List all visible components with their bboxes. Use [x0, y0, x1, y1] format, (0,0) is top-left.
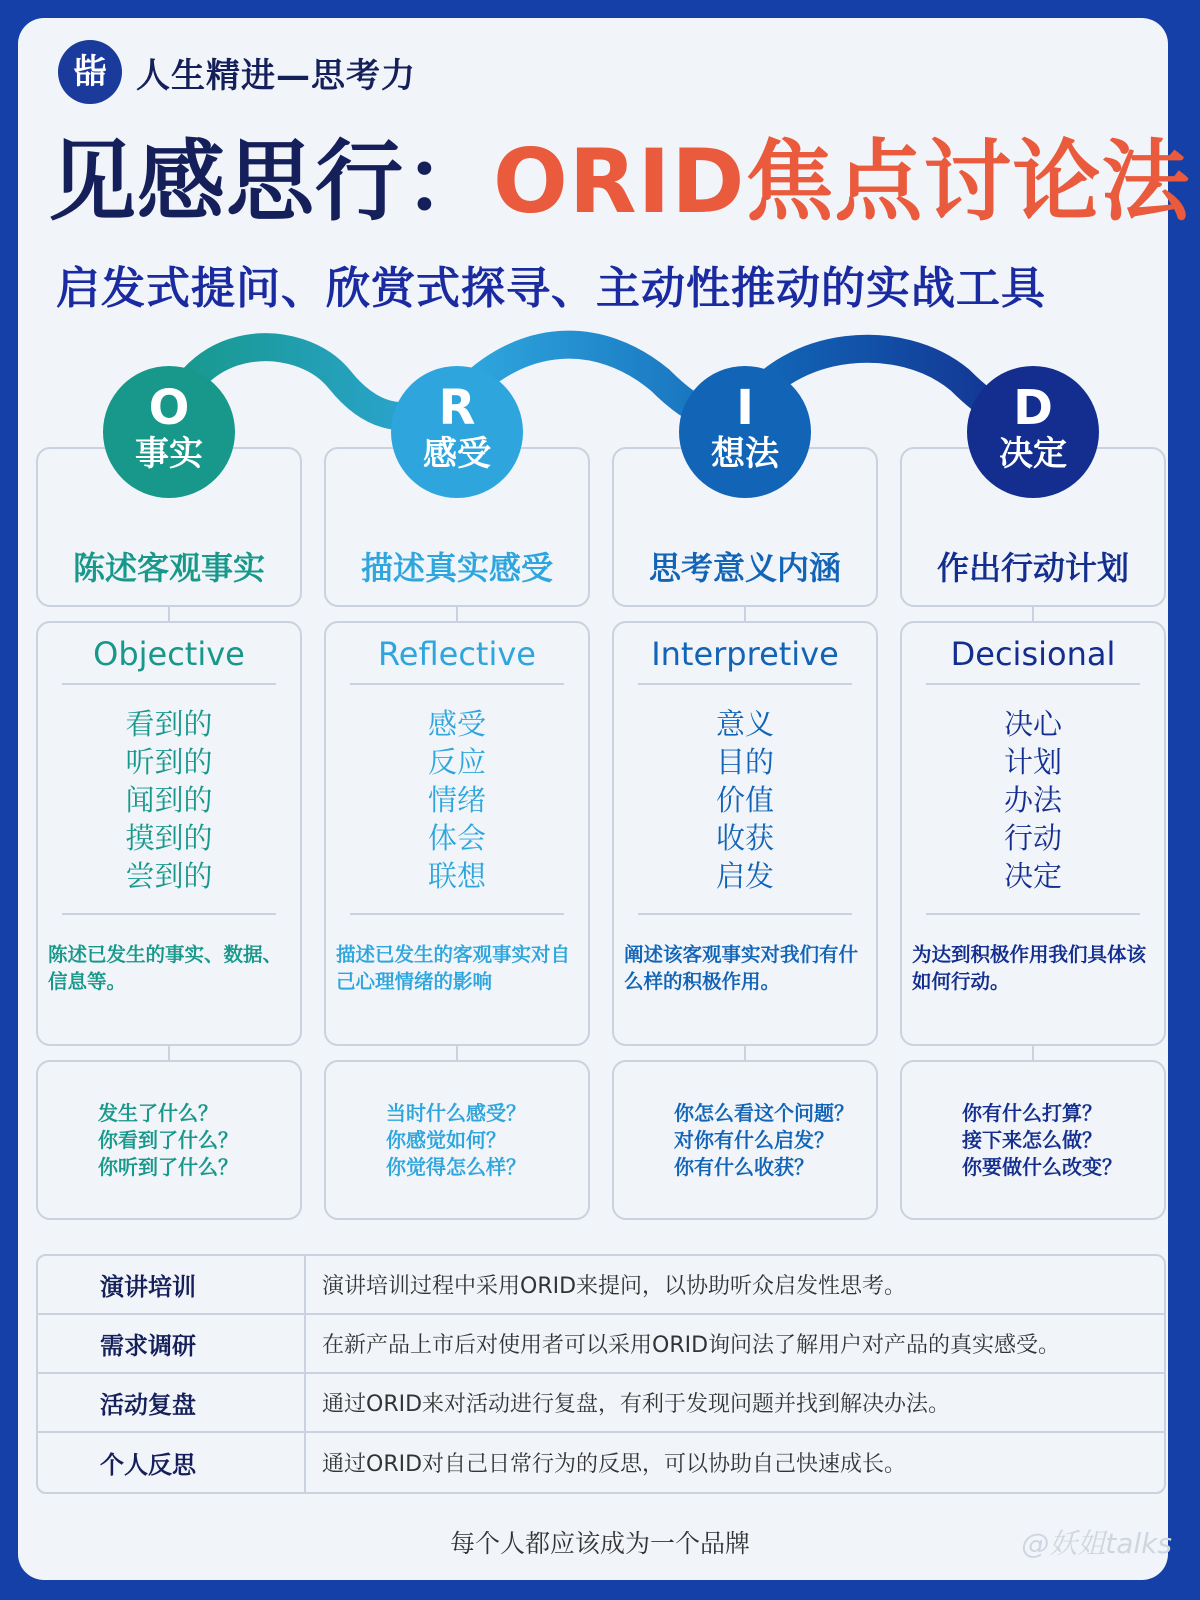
footer-slogan: 每个人都应该成为一个品牌 [449, 1529, 750, 1558]
application-table [36, 1254, 1166, 1494]
column-description: 描述已发生的客观事实对自己心理情绪的影响 [336, 943, 571, 993]
orid-cn-label: 想法 [711, 434, 779, 474]
connector-line [168, 607, 170, 621]
column-description: 为达到积极作用我们具体该如何行动。 [912, 943, 1147, 993]
question-box [36, 1060, 302, 1220]
orid-cn-label: 事实 [135, 434, 203, 474]
orid-cn-label: 决定 [999, 434, 1067, 474]
app-description: 通过ORID来对活动进行复盘，有利于发现问题并找到解决办法。 [322, 1392, 951, 1417]
keyword-list [326, 705, 588, 895]
question-box [900, 1060, 1166, 1220]
connector-line [1032, 1046, 1034, 1060]
orid-circle-o [103, 366, 235, 498]
list-item: 感受 [427, 707, 486, 741]
list-item: 你看到了什么？ [98, 1128, 238, 1152]
orid-column-r [324, 0, 590, 1230]
question-list [962, 1100, 1154, 1181]
orid-letter: R [438, 380, 476, 436]
orid-circle-i [679, 366, 811, 498]
app-description: 演讲培训过程中采用ORID来提问，以协助听众启发性思考。 [322, 1274, 907, 1299]
list-item: 听到的 [125, 745, 213, 779]
list-item: 摸到的 [125, 821, 213, 855]
english-term: Reflective [350, 635, 564, 685]
list-item: 启发 [715, 859, 774, 893]
app-description: 在新产品上市后对使用者可以采用ORID询问法了解用户对产品的真实感受。 [322, 1333, 1061, 1358]
table-row [38, 1433, 1164, 1492]
detail-box [36, 621, 302, 1046]
list-item: 发生了什么？ [98, 1101, 218, 1125]
column-tagline: 描述真实感受 [360, 549, 553, 587]
question-list [674, 1100, 866, 1181]
orid-letter: O [148, 380, 190, 436]
english-term: Interpretive [638, 635, 852, 685]
keyword-list [38, 705, 300, 895]
list-item: 看到的 [125, 707, 213, 741]
list-item: 当时什么感受？ [386, 1101, 526, 1125]
connector-line [744, 607, 746, 621]
list-item: 你怎么看这个问题？ [674, 1101, 854, 1125]
keyword-list [614, 705, 876, 895]
app-label: 需求调研 [38, 1315, 306, 1372]
orid-circle-d [967, 366, 1099, 498]
list-item: 办法 [1003, 783, 1062, 817]
brand-name: 人生精进—思考力 [136, 55, 416, 96]
list-item: 意义 [715, 707, 774, 741]
title-part2: ORID焦点讨论法 [493, 130, 1191, 233]
detail-box [900, 621, 1166, 1046]
orid-circle-r [391, 366, 523, 498]
connector-line [744, 1046, 746, 1060]
app-label: 个人反思 [38, 1433, 306, 1492]
list-item: 你听到了什么？ [98, 1155, 238, 1179]
list-item: 收获 [715, 821, 774, 855]
list-item: 体会 [427, 821, 486, 855]
list-item: 计划 [1003, 745, 1062, 779]
list-item: 你有什么打算？ [962, 1101, 1102, 1125]
detail-box [324, 621, 590, 1046]
list-item: 价值 [715, 783, 774, 817]
list-item: 行动 [1003, 821, 1062, 855]
list-item: 闻到的 [125, 783, 213, 817]
list-item: 联想 [427, 859, 486, 893]
list-item: 你要做什么改变？ [962, 1155, 1122, 1179]
app-label: 活动复盘 [38, 1374, 306, 1431]
question-list [98, 1100, 290, 1181]
keyword-list [902, 705, 1164, 895]
divider [62, 913, 276, 915]
app-label: 演讲培训 [38, 1256, 306, 1313]
question-box [324, 1060, 590, 1220]
list-item: 你有什么收获？ [674, 1155, 814, 1179]
connector-line [1032, 607, 1034, 621]
list-item: 对你有什么启发？ [674, 1128, 834, 1152]
table-row [38, 1256, 1164, 1315]
list-item: 反应 [427, 745, 486, 779]
brand-logo: 啙 [58, 40, 122, 104]
connector-line [168, 1046, 170, 1060]
orid-letter: D [1013, 380, 1053, 436]
english-term: Objective [62, 635, 276, 685]
watermark: @妖姐talks [1021, 1527, 1172, 1560]
list-item: 接下来怎么做？ [962, 1128, 1102, 1152]
table-row [38, 1315, 1164, 1374]
divider [926, 913, 1140, 915]
orid-cn-label: 感受 [423, 434, 491, 474]
column-description: 阐述该客观事实对我们有什么样的积极作用。 [624, 943, 859, 993]
page-subtitle: 启发式提问、欣赏式探寻、主动性推动的实战工具 [56, 263, 1046, 314]
question-list [386, 1100, 578, 1181]
divider [638, 913, 852, 915]
orid-column-o [36, 0, 302, 1230]
question-box [612, 1060, 878, 1220]
connector-line [456, 607, 458, 621]
table-row [38, 1374, 1164, 1433]
orid-column-i [612, 0, 878, 1230]
column-tagline: 作出行动计划 [936, 549, 1129, 587]
orid-letter: I [736, 380, 754, 436]
title-part1: 见感思行： [48, 130, 494, 233]
list-item: 你觉得怎么样？ [386, 1155, 526, 1179]
connector-line [456, 1046, 458, 1060]
list-item: 目的 [715, 745, 774, 779]
detail-box [612, 621, 878, 1046]
column-tagline: 陈述客观事实 [72, 549, 265, 587]
column-description: 陈述已发生的事实、数据、信息等。 [48, 943, 283, 993]
app-description: 通过ORID对自己日常行为的反思，可以协助自己快速成长。 [322, 1452, 907, 1477]
list-item: 尝到的 [125, 859, 213, 893]
list-item: 决定 [1003, 859, 1062, 893]
english-term: Decisional [926, 635, 1140, 685]
column-tagline: 思考意义内涵 [648, 549, 841, 587]
list-item: 决心 [1003, 707, 1062, 741]
list-item: 你感觉如何？ [386, 1128, 506, 1152]
list-item: 情绪 [427, 783, 486, 817]
orid-column-d [900, 0, 1166, 1230]
divider [350, 913, 564, 915]
